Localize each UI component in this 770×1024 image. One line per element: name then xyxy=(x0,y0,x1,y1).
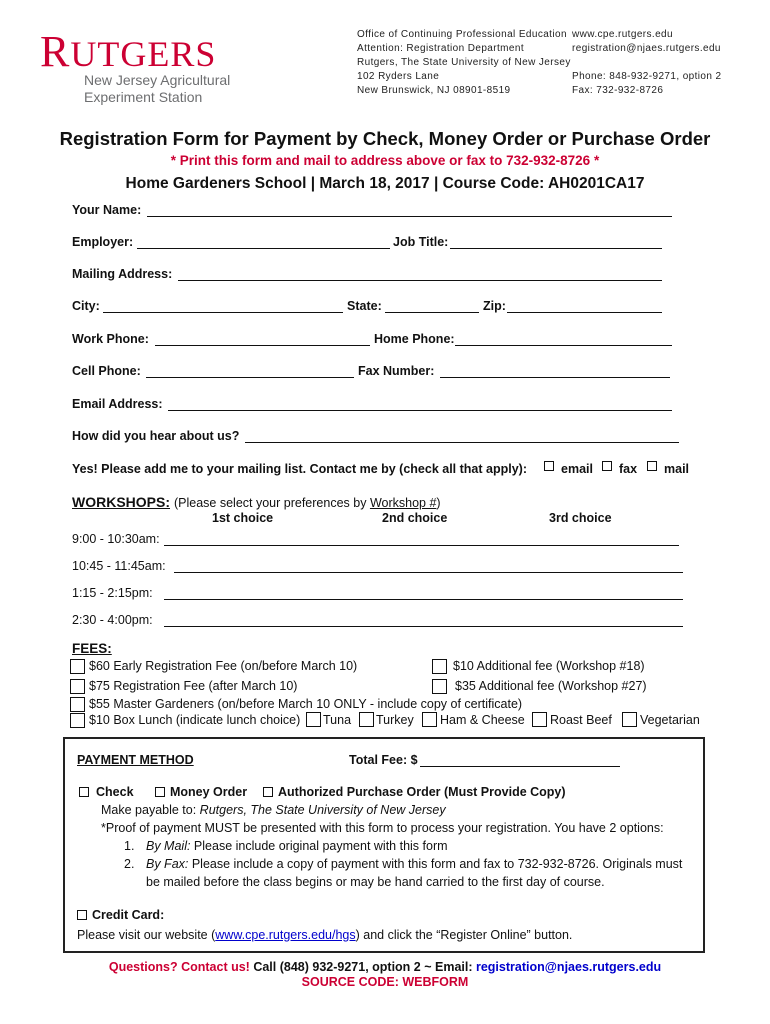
workshop-slot-1-field[interactable] xyxy=(164,545,679,546)
fee-lunch-label: $10 Box Lunch (indicate lunch choice) xyxy=(89,713,301,727)
footer-source-code: SOURCE CODE: WEBFORM xyxy=(301,975,469,989)
employer-field[interactable] xyxy=(137,248,390,249)
lunch-turkey-label: Turkey xyxy=(376,713,414,727)
lunch-vegetarian-label: Vegetarian xyxy=(640,713,700,727)
workshops-instruction xyxy=(174,496,441,510)
footer-contact xyxy=(0,960,770,974)
pay-po-checkbox[interactable] xyxy=(263,787,273,797)
job-title-field[interactable] xyxy=(450,248,662,249)
footer-email: registration@njaes.rutgers.edu xyxy=(475,960,662,974)
fee-early-checkbox[interactable] xyxy=(70,659,85,674)
pay-credit-card-checkbox[interactable] xyxy=(77,910,87,920)
how-heard-field[interactable] xyxy=(245,442,679,443)
mailing-mail-checkbox[interactable] xyxy=(647,461,657,471)
workshop-slot-4-label: 2:30 - 4:00pm: xyxy=(72,613,153,627)
pay-check-checkbox[interactable] xyxy=(79,787,89,797)
email-address-field[interactable] xyxy=(168,410,672,411)
option-1-number: 1. xyxy=(124,839,135,853)
address-line-5: New Brunswick, NJ 08901-8519 xyxy=(357,85,511,96)
website-instructions-post: ) and click the “Register Online” button. xyxy=(355,928,573,942)
address-line-3: Rutgers, The State University of New Jersey xyxy=(357,57,571,68)
contact-email: registration@njaes.rutgers.edu xyxy=(572,43,721,54)
your-name-field[interactable] xyxy=(147,216,672,217)
zip-label: Zip: xyxy=(483,299,506,313)
workshops-heading: WORKSHOPS: xyxy=(72,494,170,510)
address-line-4: 102 Ryders Lane xyxy=(357,71,440,82)
website-instructions-pre: Please visit our website ( xyxy=(77,928,216,942)
fee-master-checkbox[interactable] xyxy=(70,697,85,712)
pay-po-label: Authorized Purchase Order (Must Provide Copy) xyxy=(278,785,566,799)
mailing-address-field[interactable] xyxy=(178,280,662,281)
workshops-instruction-pre: (Please select your preferences by xyxy=(174,496,370,510)
website-instructions xyxy=(77,928,572,942)
city-label: City: xyxy=(72,299,100,313)
option-2-text-cont: be mailed before the class begins or may be hand carried to the first day of course. xyxy=(146,875,605,889)
pay-credit-card-label: Credit Card: xyxy=(92,908,165,922)
option-2-number: 2. xyxy=(124,857,135,871)
cell-phone-field[interactable] xyxy=(146,377,354,378)
logo-subtitle-2: Experiment Station xyxy=(84,89,203,105)
fee-ws27-label: $35 Additional fee (Workshop #27) xyxy=(455,679,647,693)
fee-ws18-label: $10 Additional fee (Workshop #18) xyxy=(453,659,645,673)
fax-number-field[interactable] xyxy=(440,377,670,378)
address-line-2: Attention: Registration Department xyxy=(357,43,525,54)
mailing-list-prompt: Yes! Please add me to your mailing list. Contact me by (check all that apply): xyxy=(72,462,527,476)
footer-call: Call (848) 932-9271, option 2 ~ Email: xyxy=(249,960,476,974)
workshop-slot-3-field[interactable] xyxy=(164,599,683,600)
home-phone-field[interactable] xyxy=(455,345,672,346)
job-title-label: Job Title: xyxy=(393,235,449,249)
workshop-slot-2-field[interactable] xyxy=(174,572,683,573)
option-2-lead: By Fax: xyxy=(146,857,189,871)
employer-label: Employer: xyxy=(72,235,134,249)
fees-heading: FEES: xyxy=(72,641,112,656)
footer-questions: Questions? Contact us! xyxy=(108,960,250,974)
workshop-slot-3-label: 1:15 - 2:15pm: xyxy=(72,586,153,600)
mailing-fax-label: fax xyxy=(619,462,638,476)
cell-phone-label: Cell Phone: xyxy=(72,364,141,378)
option-1-text xyxy=(146,839,448,853)
work-phone-label: Work Phone: xyxy=(72,332,149,346)
city-field[interactable] xyxy=(103,312,343,313)
form-title: Registration Form for Payment by Check, Money Order or Purchase Order xyxy=(59,128,711,149)
logo-subtitle-1: New Jersey Agricultural xyxy=(84,72,231,88)
wordmark-initial: R xyxy=(40,27,71,76)
lunch-ham-cheese-checkbox[interactable] xyxy=(422,712,437,727)
workshop-col-1st: 1st choice xyxy=(212,511,274,525)
work-phone-field[interactable] xyxy=(155,345,370,346)
lunch-turkey-checkbox[interactable] xyxy=(359,712,374,727)
home-phone-label: Home Phone: xyxy=(374,332,455,346)
address-line-1: Office of Continuing Professional Education xyxy=(357,29,567,40)
lunch-ham-cheese-label: Ham & Cheese xyxy=(440,713,525,727)
your-name-label: Your Name: xyxy=(72,203,142,217)
lunch-vegetarian-checkbox[interactable] xyxy=(622,712,637,727)
workshop-slot-4-field[interactable] xyxy=(164,626,683,627)
workshop-slot-2-label: 10:45 - 11:45am: xyxy=(72,559,166,573)
payment-method-heading: PAYMENT METHOD xyxy=(77,753,194,767)
proof-of-payment-note: *Proof of payment MUST be presented with this form to process your registration. You have 2 options: xyxy=(101,821,664,835)
contact-website: www.cpe.rutgers.edu xyxy=(572,29,673,40)
workshop-col-2nd: 2nd choice xyxy=(382,511,448,525)
course-line: Home Gardeners School | March 18, 2017 | Course Code: AH0201CA17 xyxy=(125,175,645,192)
zip-field[interactable] xyxy=(507,312,662,313)
lunch-tuna-checkbox[interactable] xyxy=(306,712,321,727)
payable-to-prefix: Make payable to: xyxy=(101,803,200,817)
register-website-link[interactable]: www.cpe.rutgers.edu/hgs xyxy=(215,928,356,942)
workshops-instruction-post: ) xyxy=(436,496,441,510)
fee-early-label: $60 Early Registration Fee (on/before March 10) xyxy=(89,659,358,673)
pay-money-order-checkbox[interactable] xyxy=(155,787,165,797)
payable-to-name: Rutgers, The State University of New Jersey xyxy=(199,803,446,817)
contact-phone: Phone: 848-932-9271, option 2 xyxy=(572,71,722,82)
mailing-address-label: Mailing Address: xyxy=(72,267,173,281)
total-fee-label: Total Fee: $ xyxy=(349,753,418,767)
fee-regular-checkbox[interactable] xyxy=(70,679,85,694)
pay-money-order-label: Money Order xyxy=(170,785,248,799)
workshop-col-3rd: 3rd choice xyxy=(549,511,612,525)
email-address-label: Email Address: xyxy=(72,397,163,411)
state-label: State: xyxy=(347,299,382,313)
payable-to xyxy=(101,803,446,817)
rutgers-wordmark xyxy=(40,27,217,76)
workshop-slot-1-label: 9:00 - 10:30am: xyxy=(72,532,160,546)
fee-lunch-checkbox[interactable] xyxy=(70,713,85,728)
option-1-lead: By Mail: xyxy=(146,839,191,853)
mailing-mail-label: mail xyxy=(664,462,690,476)
fee-master-label: $55 Master Gardeners (on/before March 10 ONLY - include copy of certificate) xyxy=(89,697,523,711)
print-notice: * Print this form and mail to address above or fax to 732-932-8726 * xyxy=(170,153,600,168)
lunch-tuna-label: Tuna xyxy=(323,713,352,727)
option-2-body: Please include a copy of payment with this form and fax to 732-932-8726. Originals must xyxy=(188,857,683,871)
fee-ws27-checkbox[interactable] xyxy=(432,679,447,694)
option-1-body: Please include original payment with this form xyxy=(190,839,448,853)
contact-fax: Fax: 732-932-8726 xyxy=(572,85,664,96)
fee-regular-label: $75 Registration Fee (after March 10) xyxy=(89,679,298,693)
workshops-instruction-link: Workshop # xyxy=(369,496,437,510)
fee-ws18-checkbox[interactable] xyxy=(432,659,447,674)
pay-check-label: Check xyxy=(96,785,134,799)
wordmark-rest: UTGERS xyxy=(70,34,217,74)
lunch-roast-beef-checkbox[interactable] xyxy=(532,712,547,727)
mailing-fax-checkbox[interactable] xyxy=(602,461,612,471)
mailing-email-label: email xyxy=(561,462,593,476)
option-2-text xyxy=(146,857,682,871)
how-heard-label: How did you hear about us? xyxy=(72,429,240,443)
lunch-roast-beef-label: Roast Beef xyxy=(550,713,612,727)
total-fee-field[interactable] xyxy=(420,766,620,767)
fax-number-label: Fax Number: xyxy=(358,364,435,378)
state-field[interactable] xyxy=(385,312,479,313)
mailing-email-checkbox[interactable] xyxy=(544,461,554,471)
